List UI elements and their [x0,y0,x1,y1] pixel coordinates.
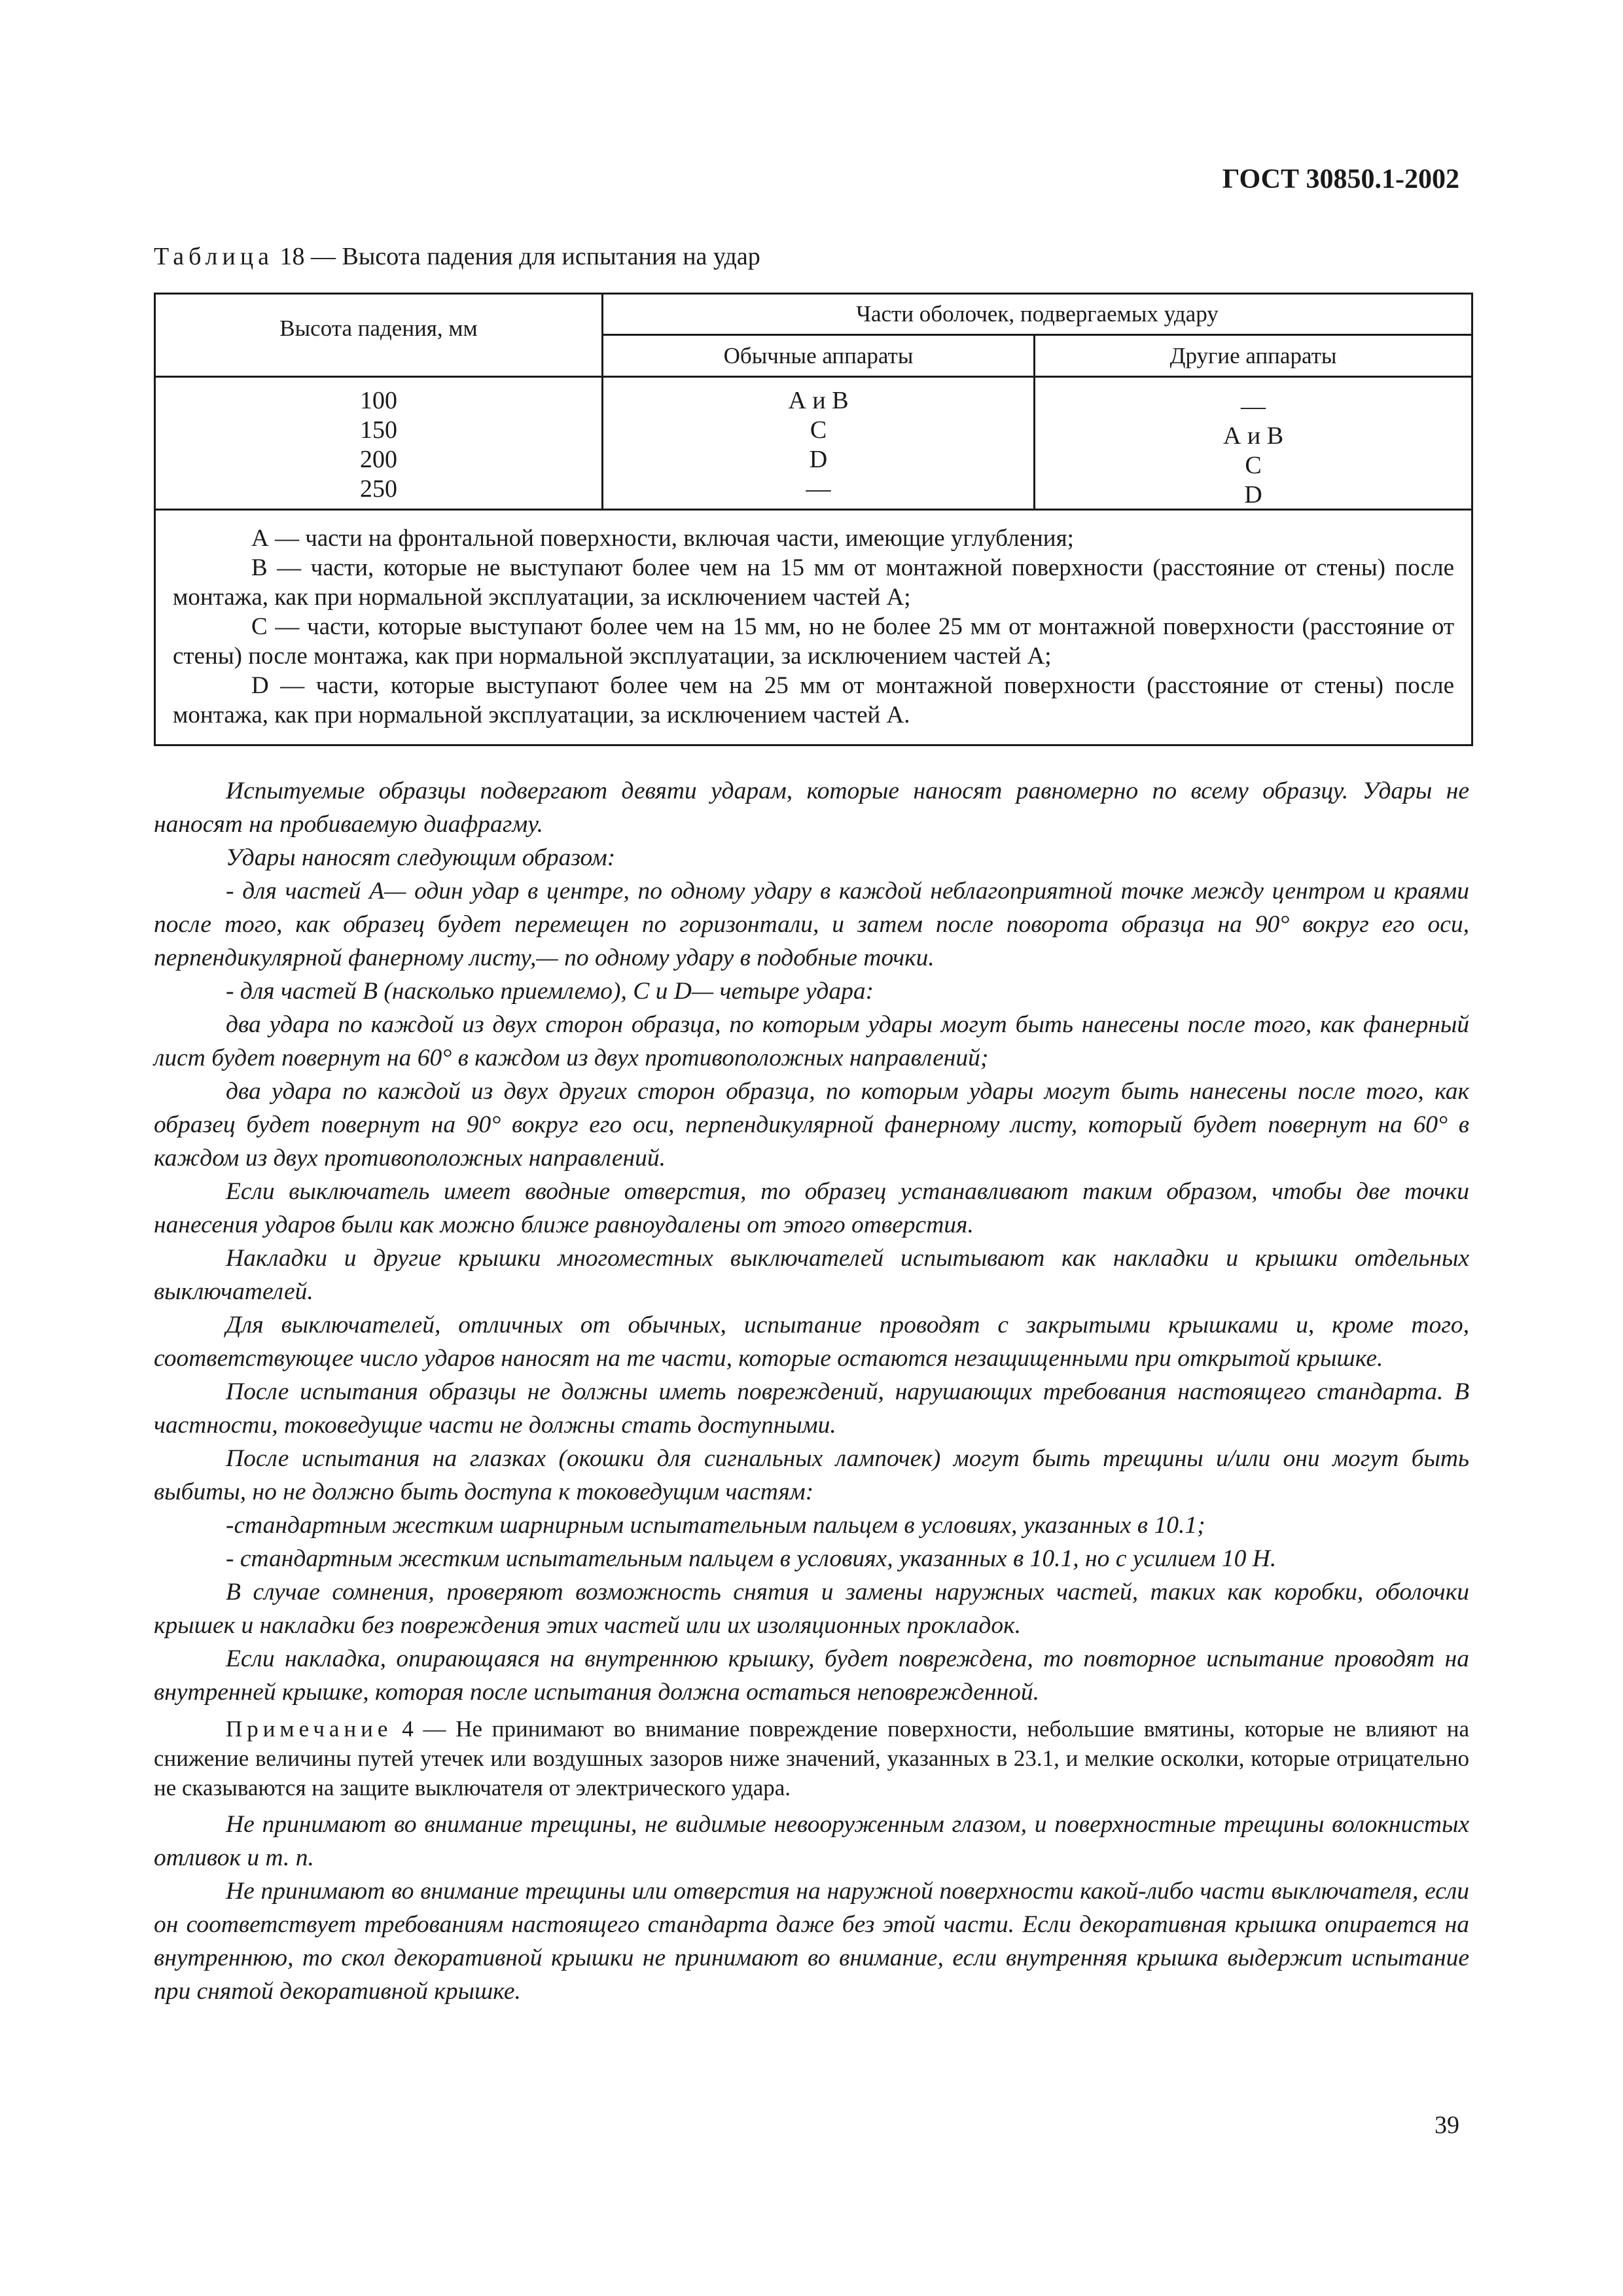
height-cell: 200 [360,446,397,473]
legend-item: D — части, которые выступают более чем на 25 мм от монтажной поверхности (расстояние от стены) после монтажа, как при нормальной эксплуатации, за исключением частей А. [173,672,1454,728]
standard-designation: ГОСТ 30850.1-2002 [1222,164,1459,194]
header-ordinary-devices: Обычные аппараты [603,336,1035,376]
legend-item: А — части на фронтальной поверхности, включая части, имеющие углубления; [251,525,1074,552]
paragraph: два удара по каждой из двух сторон образца, по которым удары могут быть нанесены после того, как фанерный лист будет повернут на 60° в каждом из двух противоположных направлений; [154,1011,1469,1071]
ordinary-cell: — [806,475,831,503]
column-other [1035,378,1471,509]
header-drop-height: Высота падения, мм [156,295,603,376]
paragraph: Если выключатель имеет вводные отверстия, то образец устанавливают таким образом, чтобы две точки нанесения ударов были как можно ближе равноудалены от этого отверстия. [154,1178,1469,1238]
table-legend [156,511,1471,744]
table-caption [154,242,760,271]
other-cell: С [1245,452,1262,479]
table-caption-title: 18 — Высота падения для испытания на удар [279,243,760,270]
ordinary-cell: А и В [788,387,849,414]
other-cell: — [1241,393,1266,420]
table-header-row [156,295,1471,378]
paragraph: Если накладка, опирающаяся на внутреннюю крышку, будет повреждена, то повторное испытание проводят на внутренней крышке, которая после испытания должна остаться неповрежденной. [154,1645,1469,1706]
height-cell: 250 [360,475,397,503]
paragraph: После испытания на глазках (окошки для сигнальных лампочек) могут быть трещины и/или они могут быть выбиты, но не должно быть доступа к токоведущим частям: [154,1445,1469,1505]
header-parts-group [603,295,1471,376]
column-ordinary [603,378,1035,509]
page-number: 39 [1435,2111,1459,2139]
paragraph: Удары наносят следующим образом: [226,844,616,871]
other-cell: D [1244,481,1262,509]
paragraph: Не принимают во внимание трещины, не видимые невооруженным глазом, и поверхностные трещины волокнистых отливок и т. п. [154,1811,1469,1871]
paragraph: Испытуемые образцы подвергают девяти ударам, которые наносят равномерно по всему образцу. Удары не наносят на пробиваемую диафрагму. [154,778,1469,838]
paragraph: Не принимают во внимание трещины или отверстия на наружной поверхности какой-либо части выключателя, если он соответствует требованиям настоящего стандарта даже без этой части. Если декоративная крышка опирается на внутреннюю, то скол декоративной крышки не принимают во внимание, если внутренняя крышка выдержит испытание при снятой декоративной крышке. [154,1878,1469,2005]
height-cell: 100 [360,387,397,414]
drop-height-table [154,293,1473,746]
note-text: 4 — Не принимают во внимание повреждение поверхности, небольшие вмятины, которые не влияют на снижение величины путей утечек или воздушных зазоров ниже значений, указанных в 23.1, и мелкие осколки, которые отрицательно не сказываются на защите выключателя от электрического удара. [154,1716,1470,1801]
header-other-devices: Другие аппараты [1169,342,1337,368]
paragraph: два удара по каждой из двух других сторон образца, по которым удары могут быть нанесены после того, как образец будет повернут на 90° вокруг его оси, перпендикулярной фанерному листу, который будет повернут на 60° в каждом из двух противоположных направлений. [154,1078,1469,1172]
note-label: Примечание [226,1716,393,1742]
paragraph: Для выключателей, отличных от обычных, испытание проводят с закрытыми крышками и, кроме того, соответствующее число ударов наносят на те части, которые остаются незащищенными при открытой крышке. [154,1312,1469,1372]
body-text [154,774,1469,2008]
note-paragraph [154,1714,1469,1803]
legend-item: В — части, которые не выступают более чем на 15 мм от монтажной поверхности (расстояние от стены) после монтажа, как при нормальной эксплуатации, за исключением частей А; [173,554,1454,611]
paragraph: В случае сомнения, проверяют возможность снятия и замены наружных частей, таких как коробки, оболочки крышек и накладки без повреждения этих частей или их изоляционных прокладок. [154,1579,1469,1639]
ordinary-cell: С [810,416,827,444]
legend-item: С — части, которые выступают более чем на 15 мм, но не более 25 мм от монтажной поверхности (расстояние от стены) после монтажа, как при нормальной эксплуатации, за исключением частей А; [173,613,1454,670]
paragraph: -стандартным жестким шарнирным испытательным пальцем в условиях, указанных в 10.1; [226,1512,1205,1539]
column-heights [156,378,603,509]
other-cell: А и В [1222,422,1284,450]
height-cell: 150 [360,416,397,444]
table-data-row [156,378,1471,511]
header-parts-title: Части оболочек, подвергаемых удару [603,295,1471,336]
paragraph: - для частей В (насколько приемлемо), С и D— четыре удара: [226,978,874,1005]
paragraph: Накладки и другие крышки многоместных выключателей испытывают как накладки и крышки отдельных выключателей. [154,1245,1469,1305]
ordinary-cell: D [809,446,828,473]
paragraph: - стандартным жестким испытательным пальцем в условиях, указанных в 10.1, но с усилием 10 Н. [226,1545,1277,1572]
table-caption-prefix: Таблица [154,243,274,270]
paragraph: - для частей А— один удар в центре, по одному удару в каждой неблагоприятной точке между центром и краями после того, как образец будет перемещен по горизонтали, и затем после поворота образца на 90° вокруг его оси, перпендикулярной фанерному листу,— по одному удару в подобные точки. [154,878,1469,971]
paragraph: После испытания образцы не должны иметь повреждений, нарушающих требования настоящего стандарта. В частности, токоведущие части не должны стать доступными. [154,1378,1469,1439]
